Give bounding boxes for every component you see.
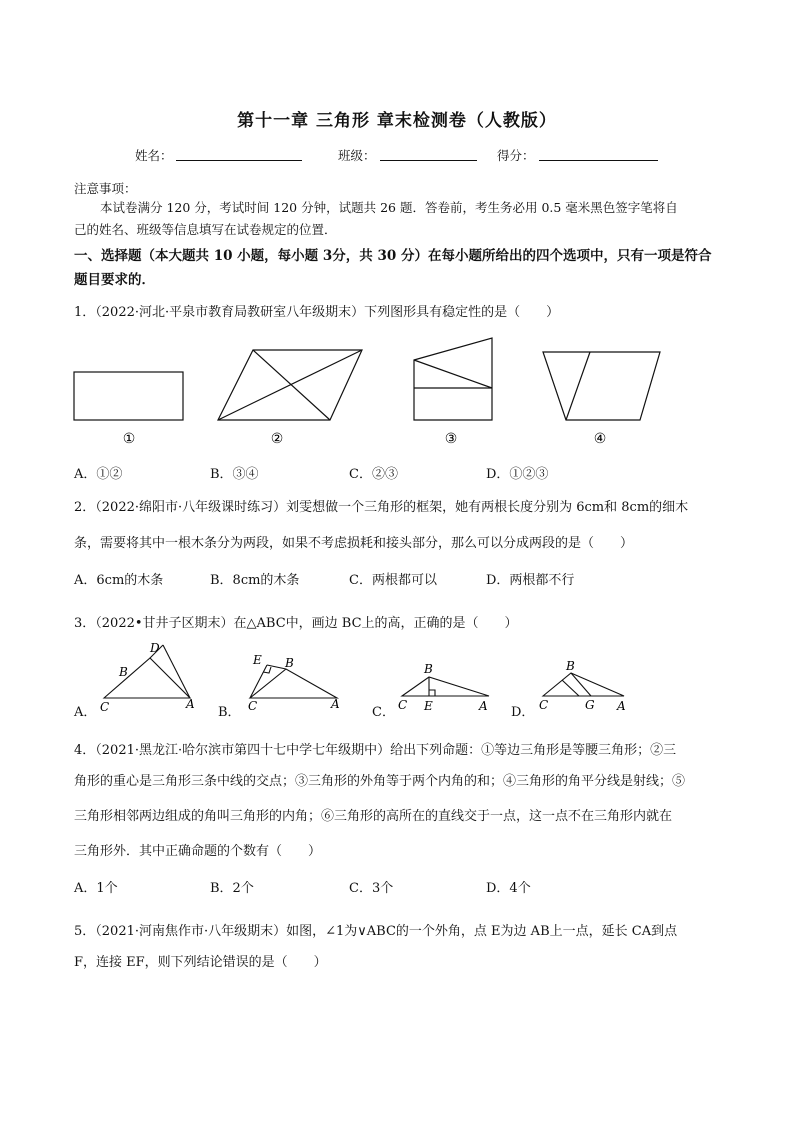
figure-4-label: ④ (593, 431, 607, 447)
notice-line-1: 本试卷满分 120 分，考试时间 120 分钟，试题共 26 题．答卷前，考生务必用 0.5 毫米黑色签字笔将自 (100, 200, 678, 215)
figure-a-triangle (104, 645, 190, 698)
class-label: 班级： (338, 148, 376, 163)
figure-3-label: ③ (444, 431, 458, 447)
figure-2-label: ② (270, 431, 284, 447)
fig-d-label-4: A (617, 699, 626, 713)
fig-b-label-3: C (248, 699, 258, 713)
question-3-option-d[interactable]: D． (511, 705, 535, 720)
fig-b-label-4: A (331, 697, 340, 711)
section-heading-line-1: 一、选择题（本大题共 10 小题，每小题 3分，共 30 分）在每小题所给出的四个选项中，只有一项是符合 (74, 248, 712, 264)
question-3-option-c[interactable]: C． (372, 705, 395, 720)
notice-heading: 注意事项： (74, 181, 137, 196)
question-4-option-c[interactable]: C．3个 (349, 881, 394, 896)
fig-a-label-1: D (150, 641, 160, 655)
question-1-option-b[interactable]: B．③④ (210, 467, 259, 482)
question-5-stem-line-2: F，连接 EF，则下列结论错误的是（ ） (74, 955, 327, 970)
notice-line-2: 己的姓名、班级等信息填写在试卷规定的位置． (74, 222, 337, 237)
figure-1-label: ① (122, 431, 136, 447)
figure-c-triangle (402, 677, 489, 696)
question-4-stem-line-3: 三角形相邻两边组成的角叫三角形的内角；⑥三角形的高所在的直线交于一点，这一点不在三角形内就在 (74, 809, 673, 824)
question-5-stem-line-1: 5．（2021·河南焦作市·八年级期末）如图，∠1为∨ABC的一个外角，点 E为边 AB上一点，延长 CA到点 (74, 924, 678, 939)
score-label: 得分： (497, 148, 535, 163)
fig-d-label-1: B (566, 659, 575, 673)
question-3-figures (0, 635, 794, 720)
fig-d-label-3: G (585, 698, 595, 712)
fig-d-label-2: C (539, 698, 549, 712)
fig-a-label-4: A (186, 697, 195, 711)
fig-c-label-2: C (398, 698, 408, 712)
figure-1-rectangle (74, 372, 183, 420)
question-2-stem-line-2: 条，需要将其中一根木条分为两段，如果不考虑损耗和接头部分，那么可以分成两段的是（ ） (74, 536, 634, 551)
question-4-option-d[interactable]: D．4个 (486, 881, 531, 896)
fig-b-label-1: E (253, 653, 262, 667)
question-2-stem-line-1: 2．（2022·绵阳市·八年级课时练习）刘雯想做一个三角形的框架，她有两根长度分别为 6cm和 8cm的细木 (74, 500, 689, 515)
section-heading-line-2: 题目要求的． (74, 272, 155, 288)
question-4-stem-line-4: 三角形外．其中正确命题的个数有（ ） (74, 844, 322, 859)
name-input-line[interactable] (176, 160, 302, 161)
class-input-line[interactable] (380, 160, 477, 161)
question-2-option-d[interactable]: D．两根都不行 (486, 573, 575, 588)
question-3-option-b[interactable]: B． (218, 705, 241, 720)
question-1-stem: 1．（2022·河北·平泉市教育局教研室八年级期末）下列图形具有稳定性的是（ ） (74, 305, 560, 320)
question-1-option-a[interactable]: A．①② (74, 467, 123, 482)
question-2-option-c[interactable]: C．两根都可以 (349, 573, 437, 588)
question-2-option-b[interactable]: B．8cm的木条 (210, 573, 300, 588)
fig-c-label-1: B (424, 662, 433, 676)
fig-c-label-3: E (424, 699, 433, 713)
question-4-stem-line-1: 4．（2021·黑龙江·哈尔滨市第四十七中学七年级期中）给出下列命题：①等边三角形是等腰三角形；②三 (74, 743, 677, 758)
question-3-stem: 3．（2022•甘井子区期末）在△ABC中，画边 BC上的高，正确的是（ ） (74, 616, 518, 631)
question-4-stem-line-2: 角形的重心是三角形三条中线的交点；③三角形的外角等于两个内角的和；④三角形的角平分线是射线；⑤ (74, 774, 686, 789)
question-1-option-c[interactable]: C．②③ (349, 467, 398, 482)
question-3-option-a[interactable]: A． (74, 705, 97, 720)
figure-4-trapezoid (543, 352, 660, 420)
page-title: 第十一章 三角形 章末检测卷（人教版） (237, 111, 557, 131)
fig-a-label-2: B (119, 665, 128, 679)
question-2-option-a[interactable]: A．6cm的木条 (74, 573, 164, 588)
fig-a-label-3: C (100, 700, 110, 714)
question-1-option-d[interactable]: D．①②③ (486, 467, 549, 482)
figure-2-parallelogram (218, 350, 362, 420)
figure-d-triangle (543, 673, 624, 696)
figure-3-quadrilateral (414, 338, 492, 420)
name-label: 姓名： (135, 148, 173, 163)
question-4-option-a[interactable]: A．1个 (74, 881, 118, 896)
fig-b-label-2: B (285, 656, 294, 670)
question-1-figures (0, 330, 794, 450)
question-4-option-b[interactable]: B．2个 (210, 881, 254, 896)
fig-c-label-4: A (479, 699, 488, 713)
score-input-line[interactable] (539, 160, 658, 161)
